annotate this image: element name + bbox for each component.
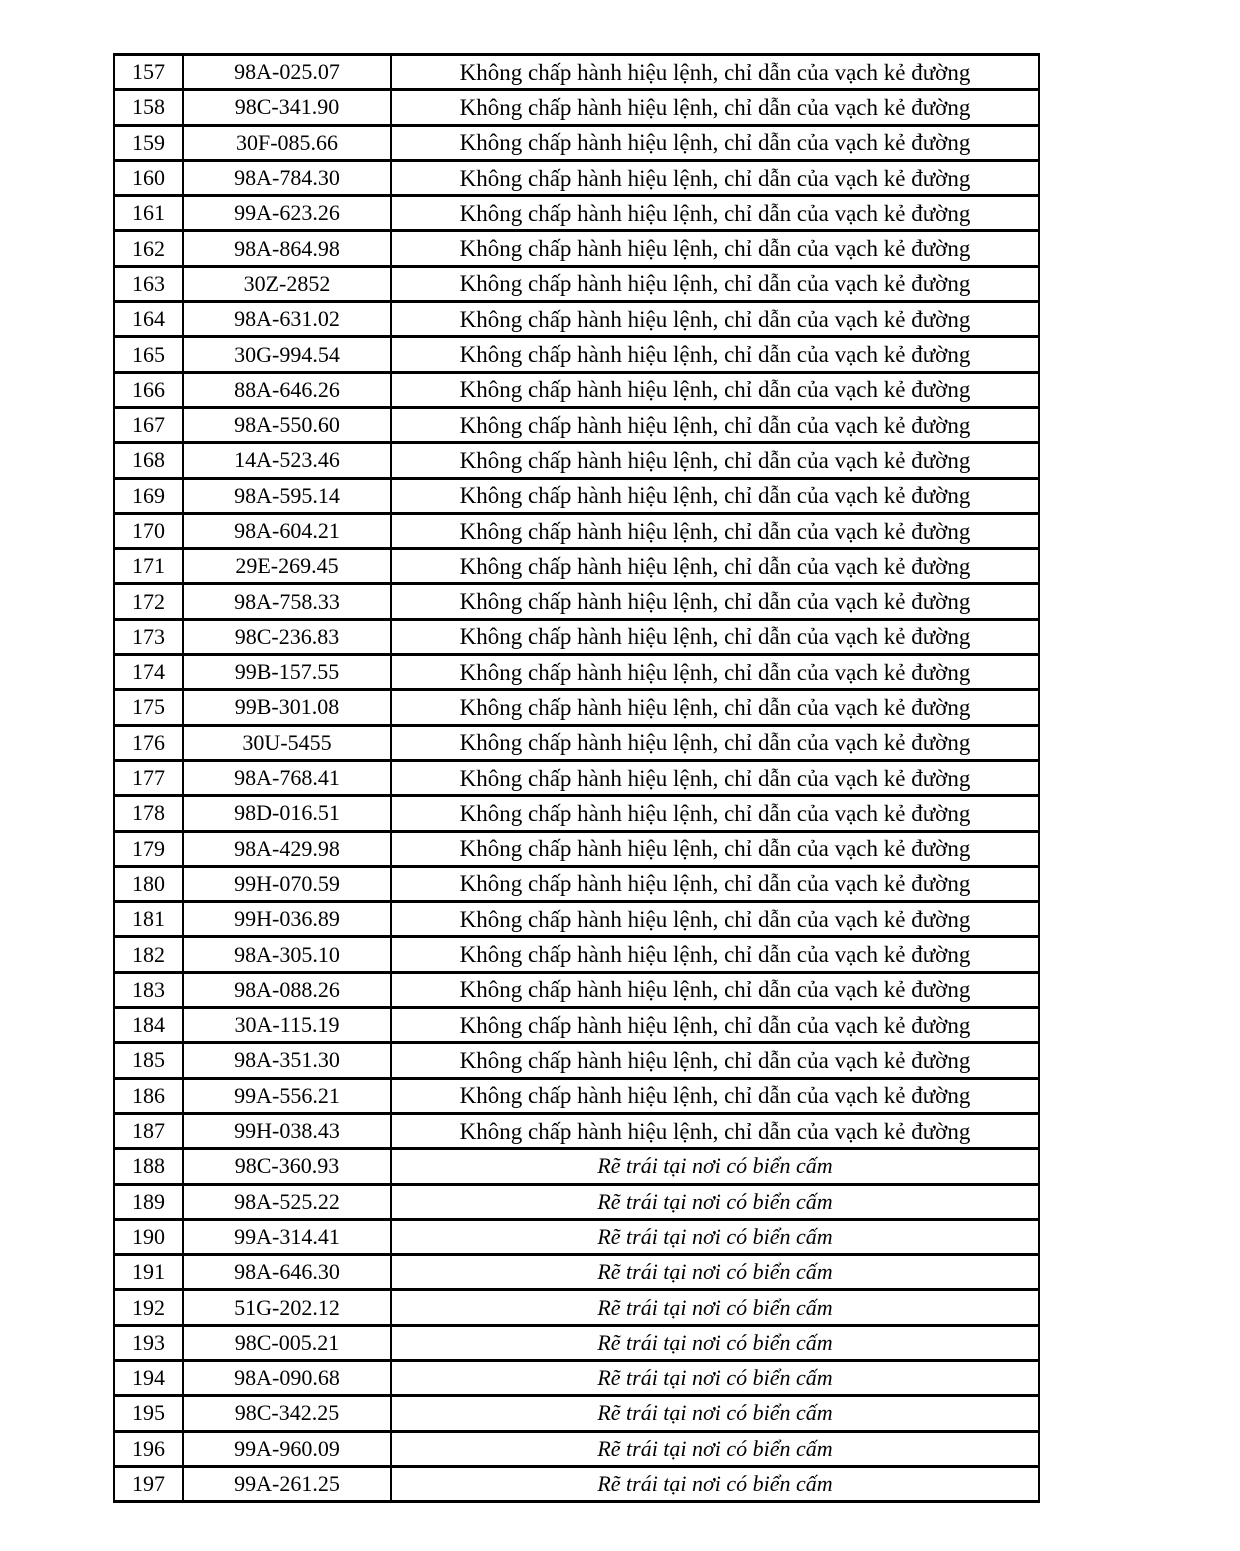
table-row (114, 231, 1039, 266)
plate-cell: 99A-623.26 (183, 196, 391, 231)
table-row (114, 690, 1039, 725)
row-index-cell: 173 (114, 619, 183, 654)
plate-cell: 99H-036.89 (183, 902, 391, 937)
row-index-cell: 186 (114, 1078, 183, 1113)
violation-cell: Rẽ trái tại nơi có biển cấm (391, 1255, 1039, 1290)
row-index-cell: 169 (114, 478, 183, 513)
table-row (114, 549, 1039, 584)
plate-cell: 99A-314.41 (183, 1219, 391, 1254)
plate-cell: 98C-342.25 (183, 1396, 391, 1431)
table-row (114, 655, 1039, 690)
row-index-cell: 195 (114, 1396, 183, 1431)
row-index-cell: 194 (114, 1360, 183, 1395)
table-row (114, 1043, 1039, 1078)
violation-cell: Không chấp hành hiệu lệnh, chỉ dẫn của vạch kẻ đường (391, 125, 1039, 160)
violation-cell: Không chấp hành hiệu lệnh, chỉ dẫn của vạch kẻ đường (391, 690, 1039, 725)
violation-cell: Không chấp hành hiệu lệnh, chỉ dẫn của vạch kẻ đường (391, 372, 1039, 407)
table-row (114, 796, 1039, 831)
table-row (114, 1008, 1039, 1043)
violation-cell: Không chấp hành hiệu lệnh, chỉ dẫn của vạch kẻ đường (391, 160, 1039, 195)
plate-cell: 98A-550.60 (183, 407, 391, 442)
plate-cell: 98A-758.33 (183, 584, 391, 619)
table-row (114, 55, 1039, 90)
violation-cell: Không chấp hành hiệu lệnh, chỉ dẫn của vạch kẻ đường (391, 725, 1039, 760)
violation-cell: Không chấp hành hiệu lệnh, chỉ dẫn của vạch kẻ đường (391, 937, 1039, 972)
violation-cell: Không chấp hành hiệu lệnh, chỉ dẫn của vạch kẻ đường (391, 337, 1039, 372)
violation-cell: Không chấp hành hiệu lệnh, chỉ dẫn của vạch kẻ đường (391, 619, 1039, 654)
violation-cell: Không chấp hành hiệu lệnh, chỉ dẫn của vạch kẻ đường (391, 1008, 1039, 1043)
violations-table (113, 53, 1040, 1503)
table-row (114, 1290, 1039, 1325)
table-row (114, 337, 1039, 372)
row-index-cell: 167 (114, 407, 183, 442)
row-index-cell: 163 (114, 266, 183, 301)
table-row (114, 266, 1039, 301)
plate-cell: 99A-960.09 (183, 1431, 391, 1466)
table-row (114, 90, 1039, 125)
plate-cell: 88A-646.26 (183, 372, 391, 407)
plate-cell: 98A-604.21 (183, 513, 391, 548)
table-row (114, 760, 1039, 795)
violation-cell: Không chấp hành hiệu lệnh, chỉ dẫn của vạch kẻ đường (391, 549, 1039, 584)
violation-cell: Rẽ trái tại nơi có biển cấm (391, 1184, 1039, 1219)
plate-cell: 30G-994.54 (183, 337, 391, 372)
plate-cell: 99B-301.08 (183, 690, 391, 725)
plate-cell: 98D-016.51 (183, 796, 391, 831)
row-index-cell: 180 (114, 866, 183, 901)
table-row (114, 725, 1039, 760)
plate-cell: 98A-525.22 (183, 1184, 391, 1219)
row-index-cell: 187 (114, 1113, 183, 1148)
plate-cell: 98A-088.26 (183, 972, 391, 1007)
table-row (114, 937, 1039, 972)
row-index-cell: 191 (114, 1255, 183, 1290)
plate-cell: 99B-157.55 (183, 655, 391, 690)
violation-cell: Rẽ trái tại nơi có biển cấm (391, 1466, 1039, 1501)
table-row (114, 407, 1039, 442)
plate-cell: 98A-090.68 (183, 1360, 391, 1395)
violation-cell: Rẽ trái tại nơi có biển cấm (391, 1431, 1039, 1466)
table-row (114, 125, 1039, 160)
violation-cell: Không chấp hành hiệu lệnh, chỉ dẫn của vạch kẻ đường (391, 972, 1039, 1007)
violation-cell: Không chấp hành hiệu lệnh, chỉ dẫn của vạch kẻ đường (391, 1043, 1039, 1078)
row-index-cell: 181 (114, 902, 183, 937)
plate-cell: 98A-768.41 (183, 760, 391, 795)
table-row (114, 1396, 1039, 1431)
table-row (114, 1360, 1039, 1395)
row-index-cell: 177 (114, 760, 183, 795)
table-row (114, 902, 1039, 937)
row-index-cell: 172 (114, 584, 183, 619)
table-row (114, 1184, 1039, 1219)
row-index-cell: 171 (114, 549, 183, 584)
plate-cell: 14A-523.46 (183, 443, 391, 478)
violation-cell: Không chấp hành hiệu lệnh, chỉ dẫn của vạch kẻ đường (391, 90, 1039, 125)
row-index-cell: 196 (114, 1431, 183, 1466)
plate-cell: 98C-236.83 (183, 619, 391, 654)
table-row (114, 443, 1039, 478)
row-index-cell: 161 (114, 196, 183, 231)
table-row (114, 1431, 1039, 1466)
plate-cell: 30A-115.19 (183, 1008, 391, 1043)
plate-cell: 99H-070.59 (183, 866, 391, 901)
plate-cell: 98C-341.90 (183, 90, 391, 125)
violation-cell: Không chấp hành hiệu lệnh, chỉ dẫn của vạch kẻ đường (391, 266, 1039, 301)
row-index-cell: 158 (114, 90, 183, 125)
row-index-cell: 182 (114, 937, 183, 972)
row-index-cell: 179 (114, 831, 183, 866)
plate-cell: 99A-556.21 (183, 1078, 391, 1113)
violation-cell: Không chấp hành hiệu lệnh, chỉ dẫn của vạch kẻ đường (391, 407, 1039, 442)
violations-table-body (114, 55, 1039, 1502)
table-row (114, 972, 1039, 1007)
table-row (114, 584, 1039, 619)
row-index-cell: 188 (114, 1149, 183, 1184)
row-index-cell: 192 (114, 1290, 183, 1325)
row-index-cell: 160 (114, 160, 183, 195)
plate-cell: 98A-646.30 (183, 1255, 391, 1290)
table-row (114, 302, 1039, 337)
table-row (114, 831, 1039, 866)
plate-cell: 30Z-2852 (183, 266, 391, 301)
plate-cell: 98A-429.98 (183, 831, 391, 866)
table-row (114, 1078, 1039, 1113)
row-index-cell: 193 (114, 1325, 183, 1360)
violation-cell: Rẽ trái tại nơi có biển cấm (391, 1396, 1039, 1431)
row-index-cell: 164 (114, 302, 183, 337)
table-row (114, 1113, 1039, 1148)
violation-cell: Không chấp hành hiệu lệnh, chỉ dẫn của vạch kẻ đường (391, 796, 1039, 831)
row-index-cell: 190 (114, 1219, 183, 1254)
violation-cell: Không chấp hành hiệu lệnh, chỉ dẫn của vạch kẻ đường (391, 55, 1039, 90)
violation-cell: Không chấp hành hiệu lệnh, chỉ dẫn của vạch kẻ đường (391, 760, 1039, 795)
plate-cell: 99H-038.43 (183, 1113, 391, 1148)
table-row (114, 1149, 1039, 1184)
violation-cell: Không chấp hành hiệu lệnh, chỉ dẫn của vạch kẻ đường (391, 231, 1039, 266)
row-index-cell: 170 (114, 513, 183, 548)
table-row (114, 866, 1039, 901)
violation-cell: Rẽ trái tại nơi có biển cấm (391, 1149, 1039, 1184)
row-index-cell: 174 (114, 655, 183, 690)
table-row (114, 372, 1039, 407)
violation-cell: Không chấp hành hiệu lệnh, chỉ dẫn của vạch kẻ đường (391, 478, 1039, 513)
violation-cell: Không chấp hành hiệu lệnh, chỉ dẫn của vạch kẻ đường (391, 443, 1039, 478)
table-row (114, 1255, 1039, 1290)
plate-cell: 98A-305.10 (183, 937, 391, 972)
row-index-cell: 184 (114, 1008, 183, 1043)
table-row (114, 1466, 1039, 1501)
plate-cell: 30F-085.66 (183, 125, 391, 160)
plate-cell: 98C-005.21 (183, 1325, 391, 1360)
row-index-cell: 165 (114, 337, 183, 372)
violation-cell: Không chấp hành hiệu lệnh, chỉ dẫn của vạch kẻ đường (391, 513, 1039, 548)
violation-cell: Không chấp hành hiệu lệnh, chỉ dẫn của vạch kẻ đường (391, 584, 1039, 619)
violation-cell: Rẽ trái tại nơi có biển cấm (391, 1290, 1039, 1325)
row-index-cell: 178 (114, 796, 183, 831)
table-row (114, 478, 1039, 513)
violation-cell: Rẽ trái tại nơi có biển cấm (391, 1360, 1039, 1395)
table-row (114, 160, 1039, 195)
plate-cell: 98C-360.93 (183, 1149, 391, 1184)
plate-cell: 29E-269.45 (183, 549, 391, 584)
table-row (114, 1219, 1039, 1254)
violation-cell: Không chấp hành hiệu lệnh, chỉ dẫn của vạch kẻ đường (391, 1078, 1039, 1113)
row-index-cell: 159 (114, 125, 183, 160)
row-index-cell: 157 (114, 55, 183, 90)
violation-cell: Không chấp hành hiệu lệnh, chỉ dẫn của vạch kẻ đường (391, 302, 1039, 337)
row-index-cell: 166 (114, 372, 183, 407)
violation-cell: Không chấp hành hiệu lệnh, chỉ dẫn của vạch kẻ đường (391, 866, 1039, 901)
plate-cell: 98A-631.02 (183, 302, 391, 337)
row-index-cell: 168 (114, 443, 183, 478)
row-index-cell: 176 (114, 725, 183, 760)
table-row (114, 619, 1039, 654)
plate-cell: 98A-864.98 (183, 231, 391, 266)
violation-cell: Rẽ trái tại nơi có biển cấm (391, 1325, 1039, 1360)
violation-cell: Không chấp hành hiệu lệnh, chỉ dẫn của vạch kẻ đường (391, 1113, 1039, 1148)
table-row (114, 513, 1039, 548)
row-index-cell: 175 (114, 690, 183, 725)
plate-cell: 98A-595.14 (183, 478, 391, 513)
plate-cell: 98A-025.07 (183, 55, 391, 90)
violation-cell: Rẽ trái tại nơi có biển cấm (391, 1219, 1039, 1254)
plate-cell: 30U-5455 (183, 725, 391, 760)
row-index-cell: 185 (114, 1043, 183, 1078)
row-index-cell: 189 (114, 1184, 183, 1219)
row-index-cell: 183 (114, 972, 183, 1007)
violation-cell: Không chấp hành hiệu lệnh, chỉ dẫn của vạch kẻ đường (391, 831, 1039, 866)
plate-cell: 99A-261.25 (183, 1466, 391, 1501)
table-row (114, 1325, 1039, 1360)
row-index-cell: 197 (114, 1466, 183, 1501)
violation-cell: Không chấp hành hiệu lệnh, chỉ dẫn của vạch kẻ đường (391, 655, 1039, 690)
plate-cell: 98A-351.30 (183, 1043, 391, 1078)
violation-cell: Không chấp hành hiệu lệnh, chỉ dẫn của vạch kẻ đường (391, 902, 1039, 937)
row-index-cell: 162 (114, 231, 183, 266)
table-row (114, 196, 1039, 231)
plate-cell: 98A-784.30 (183, 160, 391, 195)
plate-cell: 51G-202.12 (183, 1290, 391, 1325)
violation-cell: Không chấp hành hiệu lệnh, chỉ dẫn của vạch kẻ đường (391, 196, 1039, 231)
